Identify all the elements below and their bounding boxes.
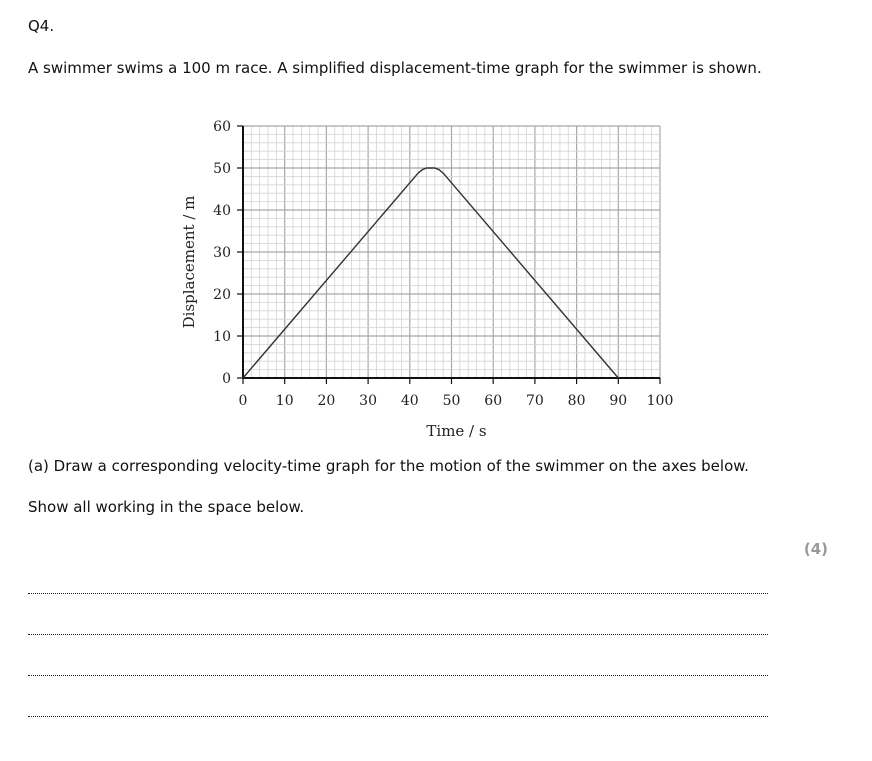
y-tick-label: 10 <box>213 329 231 345</box>
y-tick-label: 50 <box>213 161 231 177</box>
x-tick-label: 50 <box>442 393 461 409</box>
chart-grid <box>243 126 660 378</box>
x-tick-label: 60 <box>484 393 503 409</box>
working-prompt: Show all working in the space below. <box>28 498 305 516</box>
x-tick-label: 80 <box>567 393 586 409</box>
x-tick-label: 70 <box>525 393 544 409</box>
x-tick-label: 40 <box>400 393 419 409</box>
answer-line[interactable] <box>28 675 768 676</box>
question-intro: A swimmer swims a 100 m race. A simplified displacement-time graph for the swimmer is shown. <box>28 59 762 77</box>
x-axis-label: Time / s <box>426 422 487 440</box>
x-tick-label: 10 <box>275 393 294 409</box>
y-tick-label: 0 <box>222 371 231 387</box>
y-tick-label: 20 <box>213 287 231 303</box>
x-tick-label: 100 <box>646 393 674 409</box>
x-tick-label: 20 <box>317 393 336 409</box>
chart-series <box>243 168 618 378</box>
displacement-time-graph <box>170 112 690 447</box>
series-line <box>243 168 618 378</box>
x-tick-label: 30 <box>359 393 378 409</box>
question-number: Q4. <box>28 17 55 35</box>
marks-label: (4) <box>803 540 828 558</box>
y-tick-label: 60 <box>213 119 231 135</box>
answer-line[interactable] <box>28 716 768 717</box>
y-tick-label: 30 <box>213 245 231 261</box>
part-a-prompt: (a) Draw a corresponding velocity-time graph for the motion of the swimmer on the axes below. <box>28 457 749 475</box>
y-axis-label: Displacement / m <box>180 195 198 329</box>
x-tick-label: 0 <box>238 393 248 409</box>
answer-line[interactable] <box>28 593 768 594</box>
y-tick-label: 40 <box>213 203 231 219</box>
answer-line[interactable] <box>28 634 768 635</box>
x-tick-label: 90 <box>609 393 628 409</box>
